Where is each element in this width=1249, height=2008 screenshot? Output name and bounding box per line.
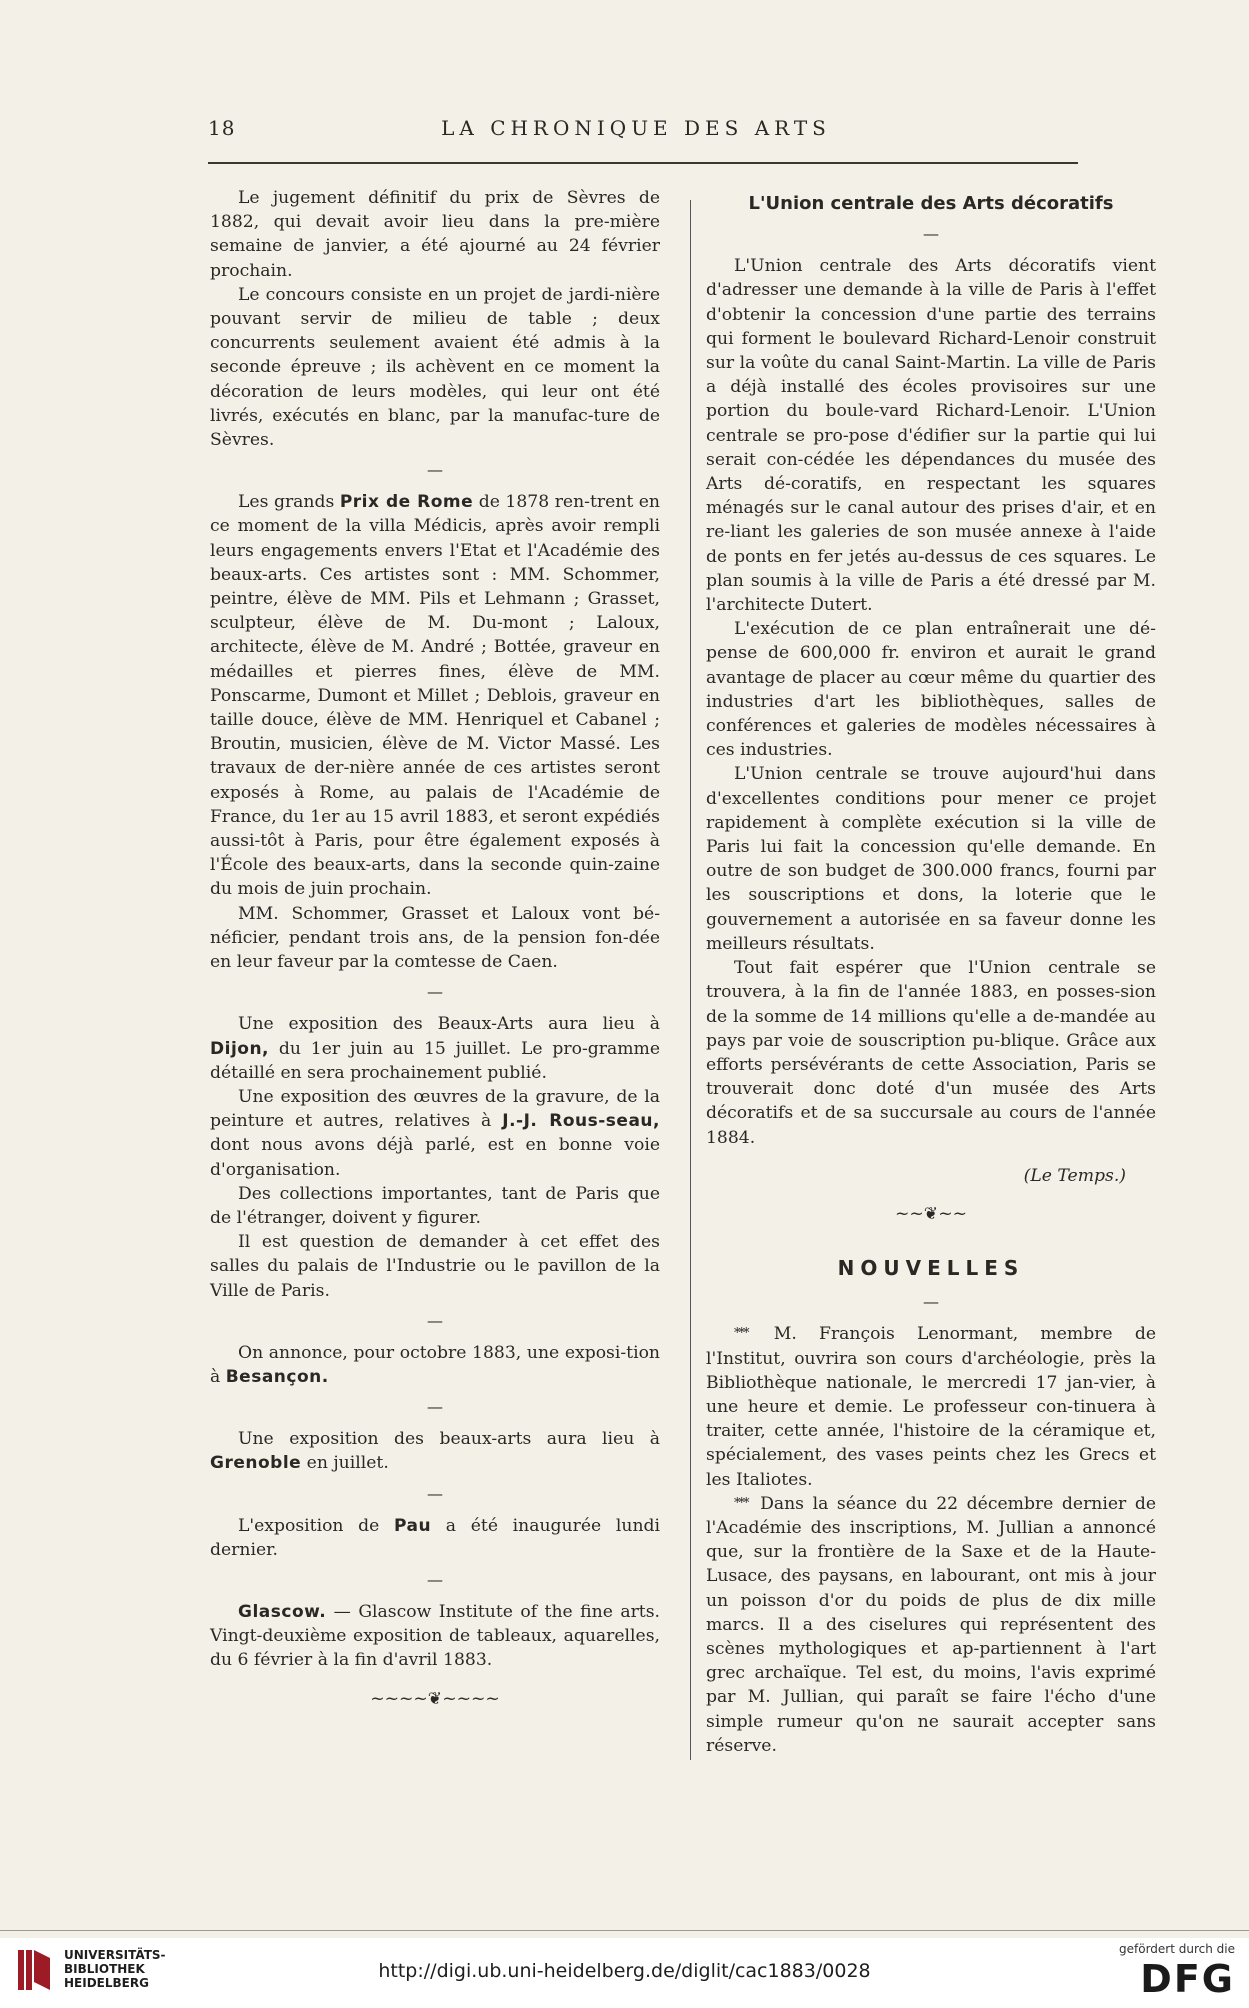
- separator-dash: —: [427, 1310, 443, 1330]
- separator-dash: —: [923, 224, 939, 244]
- column-divider: [690, 200, 691, 1760]
- dfg-logo: DFG: [1140, 1957, 1235, 2001]
- dijon-paragraph: [210, 1012, 660, 1085]
- pau-body: a été inaugurée lundi dernier.: [210, 1515, 661, 1560]
- glascow-paragraph: [210, 1600, 660, 1673]
- page-number: 18: [208, 116, 236, 140]
- nouvelles-heading: NOUVELLES: [837, 1256, 1025, 1281]
- running-title: LA CHRONIQUE DES ARTS: [441, 116, 831, 140]
- union-paragraph-1: L'Union centrale des Arts décoratifs vient d'adresser une demande à la ville de Paris à l'effet d'obtenir la concession d'une partie des terrains qui forment le boulevard Richard-Lenoir construit sur la voûte du canal Saint-Martin. La ville de Paris a déjà installé des écoles provisoires sur une portion du boule-vard Richard-Lenoir. L'Union centrale se pro-pose d'édifier sur la partie qui lui serait con-cédée les dépendances du musée des Arts dé-coratifs, en respectant les squares ménagés sur le canal autour des prises d'air, et en re-liant les galeries de son musée annexe à l'aide de ponts en fer jetés au-dessus de ces squares. Le plan soumis à la ville de Paris a été dressé par M. l'architecte Dutert.: [706, 256, 1156, 616]
- separator-dash: —: [427, 460, 443, 480]
- grenoble-paragraph: [210, 1427, 660, 1475]
- separator-dash: —: [427, 982, 443, 1002]
- jullian-text: Dans la séance du 22 décembre dernier de l'Académie des inscriptions, M. Jullian a annoncé que, sur la frontière de la Saxe et de la Haute-Lusace, des paysans, en labourant, ont mis à jour un poisson d'or du poids de plus de dix mille marcs. Il a des ciselures qui représentent des scènes mythologiques et ap-partiennent à l'art grec archaïque. Tel est, du moins, l'avis exprimé par M. Jullian, qui paraît se faire l'écho d'une simple rumeur qu'on ne saurait accepter sans réserve.: [706, 1493, 1156, 1756]
- union-centrale-title: L'Union centrale des Arts décoratifs: [748, 193, 1114, 214]
- lenormant-paragraph: [706, 1322, 1156, 1491]
- rousseau-body: dont nous avons déjà parlé, est en bonne voie d'organisation.: [210, 1135, 660, 1180]
- prix-de-rome-heading: Prix de Rome: [339, 492, 474, 513]
- grenoble-lead: Une exposition des beaux-arts aura lieu à: [238, 1429, 660, 1450]
- rousseau-heading: J.-J. Rous-seau,: [502, 1111, 660, 1132]
- pension-paragraph: MM. Schommer, Grasset et Laloux vont bé-néficier, pendant trois ans, de la pension fon-dée en leur faveur par la comtesse de Caen.: [210, 903, 660, 973]
- union-paragraph-3: L'Union centrale se trouve aujourd'hui dans d'excellentes conditions pour mener ce projet rapidement à complète exécution si la ville de Paris lui fait la concession qu'elle demande. En outre de son budget de 300.000 francs, fourni par les souscriptions et dons, la loterie que le gouvernement a autorisée en sa faveur donne les meilleurs résultats.: [706, 764, 1156, 954]
- digitization-footer: [0, 1938, 1249, 2008]
- lenormant-text: M. François Lenormant, membre de l'Institut, ouvrira son cours d'archéologie, près la Bibliothèque nationale, le mercredi 17 jan-vier, à une heure et demie. Le professeur con-tinuera à traiter, cette année, l'histoire de la céramique et, spécialement, des vases peints chez les Grecs et les Italiotes.: [706, 1324, 1156, 1490]
- left-column: [210, 186, 660, 1725]
- besancon-heading: Besançon.: [225, 1366, 329, 1387]
- prix-de-rome-paragraph: [210, 490, 660, 901]
- separator-dash: —: [427, 1569, 443, 1589]
- glascow-heading: Glascow.: [238, 1601, 327, 1622]
- dijon-heading: Dijon,: [210, 1038, 270, 1059]
- funding-caption: gefördert durch die: [1119, 1942, 1235, 1956]
- prix-de-rome-body: de 1878 ren-trent en ce moment de la villa Médicis, après avoir rempli leurs engagements envers l'Etat et l'Académie des beaux-arts. Ces artistes sont : MM. Schommer, peintre, élève de MM. Pils et Lehmann ; Grasset, sculpteur, élève de M. Du-mont ; Laloux, architecte, élève de M. André ; Bottée, graveur en médailles et pierres fines, élève de MM. Ponscarme, Dumont et Millet ; Deblois, graveur en taille douce, élève de MM. Henriquel et Cabanel ; Broutin, musicien, élève de M. Victor Massé. Les travaux de der-nière année de ces artistes seront exposés à Rome, au palais de l'Académie de France, du 1er au 15 avril 1883, et seront expédiés aussi-tôt à Paris, pour être également exposés à l'École des beaux-arts, dans la seconde quin-zaine du mois de juin prochain.: [210, 492, 660, 900]
- rousseau-lead: Une exposition des œuvres de la gravure, de la peinture et autres, relatives à: [210, 1086, 660, 1132]
- collections-paragraph: Des collections importantes, tant de Paris que de l'étranger, doivent y figurer.: [210, 1183, 660, 1228]
- prix-de-rome-lead: Les grands: [238, 492, 340, 513]
- jullian-paragraph: [706, 1492, 1156, 1758]
- union-paragraph-4: Tout fait espérer que l'Union centrale se trouvera, à la fin de l'année 1883, en posses-sion de la somme de 14 millions qu'elle a de-mandée au pays par voie de souscription pu-blique. Grâce aux efforts persévérants de cette Association, Paris se trouverait donc doté d'un musée des Arts décoratifs et de sa succursale au cours de l'année 1884.: [706, 958, 1156, 1148]
- library-name-line: BIBLIOTHEK: [64, 1962, 145, 1976]
- dijon-body: du 1er juin au 15 juillet. Le pro-gramme détaillé en sera prochainement publié.: [210, 1038, 660, 1083]
- rousseau-paragraph: [210, 1085, 660, 1182]
- pau-paragraph: [210, 1514, 660, 1562]
- concours-paragraph: Le concours consiste en un projet de jardi-nière pouvant servir de milieu de table ; deux concurrents seulement avaient été admis à la seconde épreuve ; ils achèvent en ce moment la décoration de leurs modèles, qui leur ont été livrés, exécutés en blanc, par la manufac-ture de Sèvres.: [210, 284, 660, 451]
- separator-dash: —: [427, 1397, 443, 1417]
- besancon-paragraph: [210, 1341, 660, 1389]
- right-column: [706, 186, 1156, 1758]
- separator-dash: —: [923, 1292, 939, 1312]
- grenoble-body: en juillet.: [301, 1453, 389, 1474]
- pau-heading: Pau: [394, 1515, 432, 1536]
- union-paragraph-2: L'exécution de ce plan entraînerait une dé-pense de 600,000 fr. environ et aurait le grand avantage de placer au cœur même du quartier des industries d'art les bibliothèques, salles de conférences et galeries de modèles nécessaires à ces industries.: [706, 619, 1156, 761]
- grenoble-heading: Grenoble: [210, 1453, 302, 1474]
- asterism-icon: ***: [734, 1495, 748, 1511]
- source-citation: (Le Temps.): [1023, 1165, 1126, 1186]
- library-name-line: HEIDELBERG: [64, 1976, 149, 1990]
- pau-lead: L'exposition de: [238, 1515, 395, 1536]
- salles-paragraph: Il est question de demander à cet effet des salles du palais de l'Industrie ou le pavillon de la Ville de Paris.: [210, 1232, 660, 1301]
- permalink-url[interactable]: http://digi.ub.uni-heidelberg.de/diglit/cac1883/0028: [378, 1960, 871, 1982]
- separator-dash: —: [427, 1483, 443, 1503]
- library-name-line: UNIVERSITÄTS-: [64, 1948, 166, 1962]
- dijon-lead: Une exposition des Beaux-Arts aura lieu à: [238, 1014, 660, 1035]
- sevres-paragraph: Le jugement définitif du prix de Sèvres de 1882, qui devait avoir lieu dans la pre-mière semaine de janvier, a été ajourné au 24 février prochain.: [210, 188, 660, 281]
- glascow-body: — Glascow Institute of the fine arts. Vingt-deuxième exposition de tableaux, aquarelles, du 6 février à la fin d'avril 1883.: [210, 1601, 660, 1671]
- asterism-icon: ***: [734, 1326, 748, 1342]
- fleuron-ornament: ~~~~❦~~~~: [370, 1688, 500, 1709]
- footer-rule: [0, 1930, 1249, 1931]
- page-header: [208, 112, 1064, 148]
- fleuron-ornament: ~~❦~~: [894, 1203, 967, 1224]
- header-rule: [208, 162, 1078, 164]
- besancon-lead: On annonce, pour octobre 1883, une exposi-tion à: [210, 1342, 660, 1387]
